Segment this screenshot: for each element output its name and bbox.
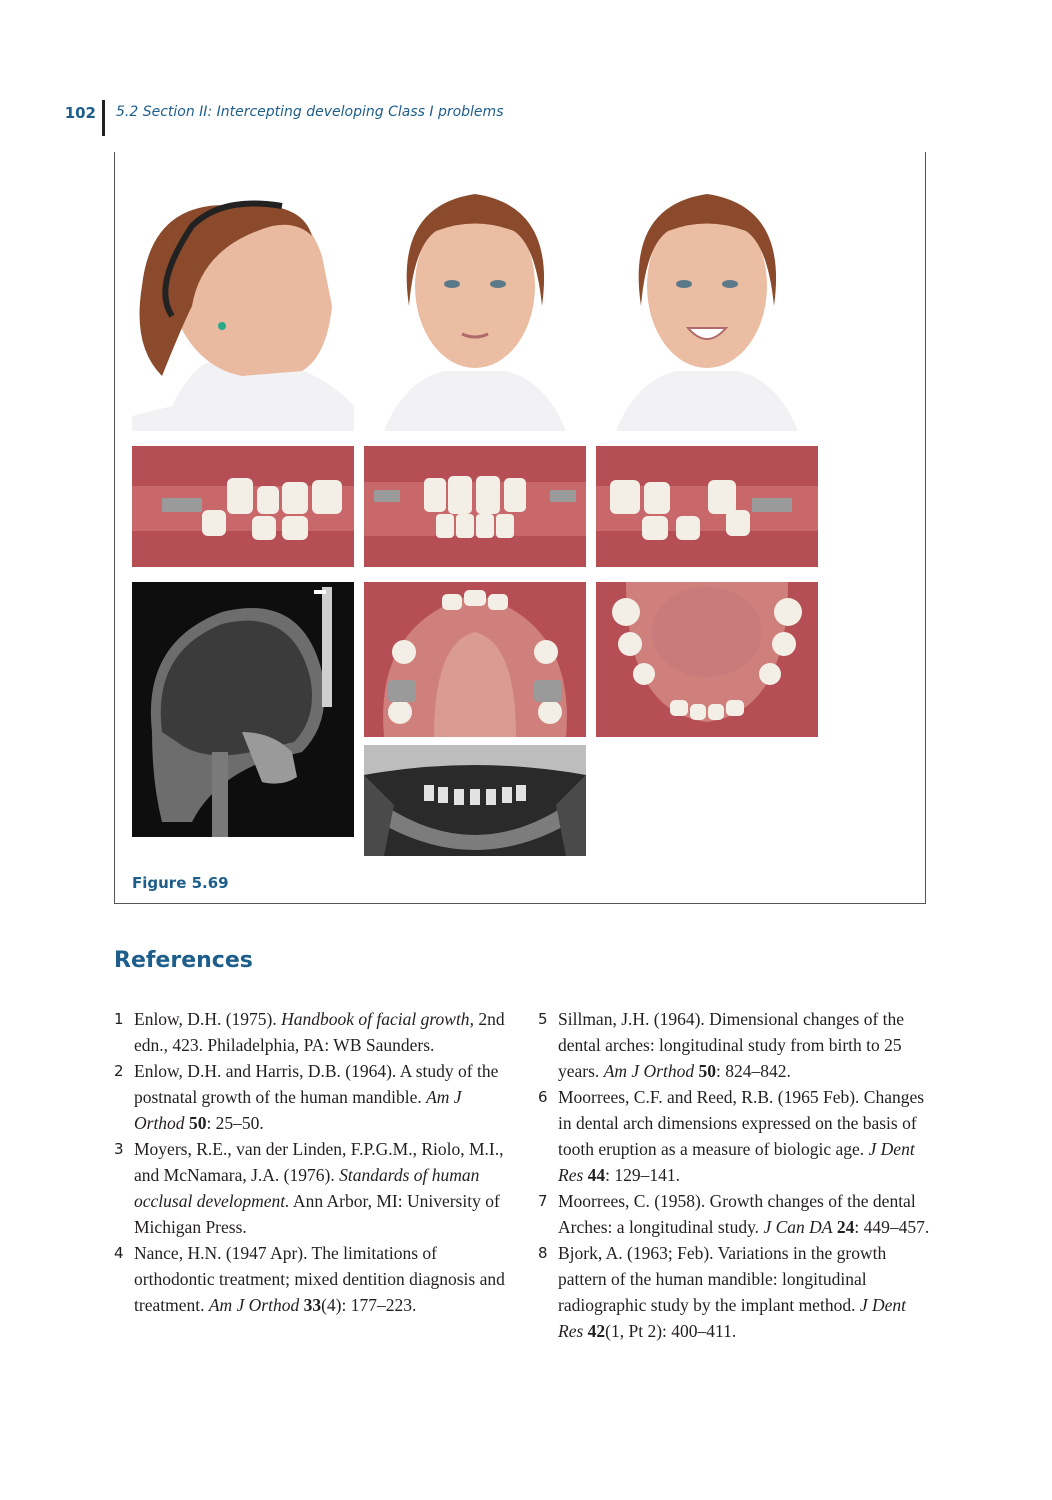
- intraoral-frontal-photo: [364, 446, 586, 567]
- reference-text: : 129–141.: [605, 1165, 681, 1185]
- reference-text: Standards of human occlusal development.: [134, 1165, 480, 1211]
- reference-number: 7: [538, 1192, 548, 1210]
- reference-number: 3: [114, 1140, 124, 1158]
- reference-text: Am J Orthod: [134, 1087, 462, 1133]
- references-heading: References: [114, 948, 253, 973]
- intraoral-right-buccal-photo: [132, 446, 354, 567]
- reference-item: [114, 1058, 506, 1136]
- intraoral-left-buccal-photo: [596, 446, 818, 567]
- references-column-right: [538, 1006, 930, 1344]
- lateral-cephalogram: [132, 582, 354, 837]
- references-column-left: [114, 1006, 506, 1318]
- reference-item: [114, 1006, 506, 1058]
- reference-text: Ann Arbor, MI: University of Michigan Press.: [134, 1191, 500, 1237]
- reference-number: 6: [538, 1088, 548, 1106]
- extraoral-smiling-photo: [596, 166, 818, 431]
- reference-text: 42: [587, 1321, 606, 1341]
- reference-item: [114, 1240, 506, 1318]
- reference-text: J Dent Res: [558, 1295, 906, 1341]
- reference-text: 24: [836, 1217, 855, 1237]
- reference-text: 44: [587, 1165, 606, 1185]
- reference-text: Moyers, R.E., van der Linden, F.P.G.M., Riolo, M.I., and McNamara, J.A. (1976).: [134, 1139, 504, 1185]
- reference-text: 33: [303, 1295, 322, 1315]
- reference-text: (1, Pt 2): 400–411.: [605, 1321, 737, 1341]
- reference-text: 50: [698, 1061, 716, 1081]
- figure-caption: Figure 5.69: [132, 874, 229, 892]
- reference-text: Sillman, J.H. (1964). Dimensional changes of the dental arches: longitudinal study from birth to 25 years.: [558, 1009, 905, 1081]
- reference-text: 50: [188, 1113, 207, 1133]
- reference-item: [538, 1084, 930, 1188]
- reference-text: Am J Orthod: [603, 1061, 695, 1081]
- reference-text: (4): 177–223.: [321, 1295, 417, 1315]
- extraoral-frontal-photo: [364, 166, 586, 431]
- reference-text: Enlow, D.H. and Harris, D.B. (1964). A study of the postnatal growth of the human mandible.: [134, 1061, 499, 1107]
- reference-number: 1: [114, 1010, 124, 1028]
- reference-item: [538, 1240, 930, 1344]
- reference-item: [114, 1136, 506, 1240]
- reference-number: 2: [114, 1062, 124, 1080]
- reference-text: Moorrees, C. (1958). Growth changes of the dental Arches: a longitudinal study.: [558, 1191, 916, 1237]
- reference-text: J Can DA: [763, 1217, 833, 1237]
- panoramic-radiograph: [364, 745, 586, 856]
- extraoral-profile-photo: [132, 166, 354, 431]
- reference-text: : 25–50.: [206, 1113, 264, 1133]
- reference-item: [538, 1188, 930, 1240]
- mandibular-occlusal-photo: [596, 582, 818, 737]
- header-rule: [102, 100, 105, 136]
- reference-text: J Dent Res: [558, 1139, 915, 1185]
- reference-text: Moorrees, C.F. and Reed, R.B. (1965 Feb). Changes in dental arch dimensions expressed on the basis of tooth eruption as a measure of biologic age.: [558, 1087, 925, 1159]
- reference-text: : 824–842.: [715, 1061, 791, 1081]
- reference-number: 5: [538, 1010, 548, 1028]
- reference-item: [538, 1006, 930, 1084]
- reference-text: : 449–457.: [854, 1217, 930, 1237]
- reference-text: Handbook of facial growth: [281, 1009, 470, 1029]
- running-head: 5.2 Section II: Intercepting developing Class I problems: [116, 104, 504, 120]
- page-number: 102: [64, 104, 96, 122]
- reference-text: Enlow, D.H. (1975).: [134, 1009, 282, 1029]
- reference-number: 4: [114, 1244, 124, 1262]
- reference-text: Nance, H.N. (1947 Apr). The limitations of orthodontic treatment; mixed dentition diagnosis and treatment.: [134, 1243, 505, 1315]
- maxillary-occlusal-photo: [364, 582, 586, 737]
- reference-text: Bjork, A. (1963; Feb). Variations in the growth pattern of the human mandible: longitudinal radiographic study by the implant method.: [558, 1243, 887, 1315]
- reference-text: , 2nd edn., 423. Philadelphia, PA: WB Saunders.: [134, 1009, 505, 1055]
- reference-number: 8: [538, 1244, 548, 1262]
- reference-text: Am J Orthod: [208, 1295, 300, 1315]
